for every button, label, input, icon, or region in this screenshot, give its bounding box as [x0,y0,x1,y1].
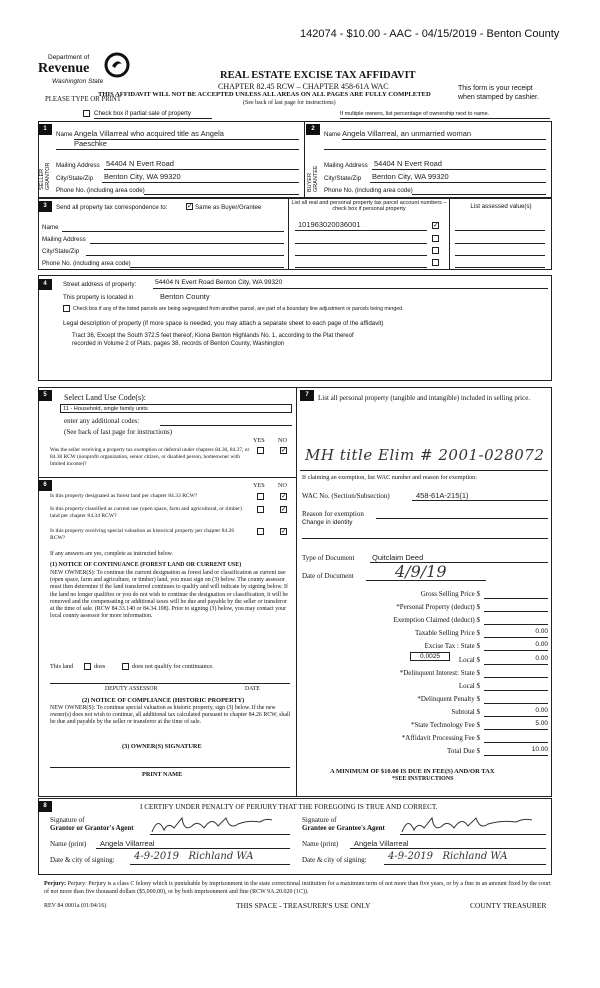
grantee-name[interactable]: Angela Villarreal [354,839,409,848]
parcel-number-1[interactable]: 101963020036001 [298,220,361,229]
land-use-see-back: (See back of last page for instructions) [64,428,173,436]
section-7-num: 7 [300,390,314,401]
seller-city-label: City/State/Zip [56,175,94,182]
section-1-num: 1 [38,124,52,135]
fee-row-label: Gross Selling Price $ [420,590,480,598]
parcel-header: List all real and personal property tax parcel account numbers – check box if personal property [291,200,447,213]
segregated-label: Check box if any of the listed parcels are being segregated from another parcel, are part of a boundary line adjustment or parcels being merged. [73,306,404,312]
fee-row-value[interactable] [484,589,548,599]
grantor-name-label: Name (print) [50,840,87,848]
doc-date-label: Date of Document [302,572,354,580]
notice-continuance-body: NEW OWNER(S): To continue the current designation as forest land or classification as current use (open space, farm and agriculture, or timber) land, you must sign on (3) below. The county assessor must then determine if the land transferred continues to qualify and will indicate by signing below. If the land no longer qualifies or you do not wish to continue the designation or classification, it will be removed and the compensating or additional taxes will be due and payable by the seller or transferor at the time of sale. (RCW 84.33.140 or 84.34.108). Prior to signing (3) below, you may contact your local county assessor for more information. [50,570,289,620]
land-use-label: Select Land Use Code(s): [64,393,146,402]
current-use-question: Is this property classified as current use (open space, farm and agricultural, or timber) land per chapter 84.34 RCW? [50,506,242,519]
additional-codes-label: enter any additional codes: [64,417,140,425]
doc-type-label: Type of Document [302,554,355,562]
grantor-sig-label-1: Signature of [50,816,85,824]
buyer-city[interactable]: Benton City, WA 99320 [372,172,449,181]
sec6-yes-header: YES [253,482,265,489]
parcel-4-personal-checkbox[interactable] [432,259,439,266]
notice-compliance-body: NEW OWNER(S): To continue special valuation as historic property, sign (3) below. If the new owner(s) does not wish to continue, all additional tax calculated pursuant to chapter 84.26 RCW, shall be due and payable by the seller or transferor at the time of sale. [50,705,291,726]
seller-name[interactable]: Angela Villarreal who acquired title as Angela [74,129,224,138]
dor-swirl-icon [104,52,130,78]
deputy-assessor-label: DEPUTY ASSESSOR [105,686,158,692]
fee-row-value[interactable]: 0.00 [484,707,548,717]
grantee-signature[interactable] [398,812,538,836]
fee-row-label: Total Due $ [447,747,480,756]
section-4-num: 4 [38,279,52,290]
exemption-yes-checkbox[interactable] [257,447,264,454]
buyer-side-label: BUYER GRANTEE [307,165,319,192]
seller-mailing[interactable]: 54404 N Evert Road [106,159,174,168]
grantor-signature[interactable] [148,812,278,836]
fee-row-label: *Delinquent Interest: State $ [399,668,480,677]
land-use-select[interactable]: 11 - Household, single family units [60,404,292,413]
forest-land-question: Is this property designated as forest land per chapter 84.33 RCW? [50,493,198,499]
perjury-notice: Perjury: Perjury: Perjury is a class C felony which is punishable by imprisonment in the state correctional institution for a maximum term of not more than five years, or by a fine in an amount fixed by the court of not more than five thousand dollars ($5,000.00), or by both imprisonment and fine (RCW 9A.20.020 (1C)). [44,881,551,895]
sec5-no-header: NO [278,437,287,444]
see-instructions: *SEE INSTRUCTIONS [392,776,454,782]
does-qualify-checkbox[interactable] [84,663,91,670]
fee-row-label: Taxable Selling Price $ [414,629,480,638]
legal-line-1: Tract 36, Except the South 372.5 feet thereof, Kiona Benton Highlands No. 1, according to the Plat thereof [72,333,354,339]
seller-name-label: Name [56,131,73,138]
partial-sale-label: Check box if partial sale of property [94,110,191,117]
located-county[interactable]: Benton County [160,292,210,301]
seller-city[interactable]: Benton City, WA 99320 [104,172,181,181]
fee-row-value[interactable] [484,694,548,704]
buyer-name-label: Name [324,131,341,138]
corr-mailing-label: Mailing Address [42,236,86,243]
forest-no-checkbox[interactable]: ✓ [281,492,287,500]
grantor-date-city[interactable]: 4-9-2019 Richland WA [134,851,254,862]
print-name-label: PRINT NAME [142,771,183,778]
if-any-yes: If any answers are yes, complete as instructed below. [50,551,173,557]
see-back-note: (See back of last page for instructions) [243,100,336,106]
does-not-qualify-checkbox[interactable] [122,663,129,670]
fee-row-label: Exemption Claimed (deduct) $ [393,616,480,625]
section-4 [38,275,552,381]
section-2-num: 2 [306,124,320,135]
grantor-name[interactable]: Angela Villarreal [100,839,155,848]
section-8-num: 8 [38,801,52,812]
fee-row-label: Local $ [458,655,480,664]
grantee-date-label: Date & city of signing: [302,856,367,864]
forest-yes-checkbox[interactable] [257,493,264,500]
send-correspondence-label: Send all property tax correspondence to: [56,204,168,211]
fee-row-value[interactable] [484,615,548,625]
assessed-header: List assessed value(s) [470,203,532,210]
current-use-yes-checkbox[interactable] [257,506,264,513]
fee-row-value[interactable] [484,733,548,743]
buyer-mailing-label: Mailing Address [324,162,368,169]
does-not-label: does not qualify for continuance. [132,663,214,670]
located-label: This property is located in [63,294,134,301]
fee-row-value[interactable]: 10.00 [484,746,548,756]
partial-sale-checkbox[interactable] [83,110,90,117]
fee-row-value[interactable]: 0.00 [484,655,548,665]
receipt-note-1: This form is your receipt [458,85,533,92]
section-3-num: 3 [38,201,52,212]
exemption-question: Was the seller receiving a property tax exemption or deferral under chapters 84.36, 84.37, or 84.38 RCW (nonprofit organization, senior citizen, or disabled person, homeowner with limited income)? [50,447,250,467]
dor-logo [38,52,138,92]
same-as-buyer-checkbox[interactable]: ✓ [187,202,193,210]
historic-yes-checkbox[interactable] [257,528,264,535]
legal-line-2: recorded in Volume 2 of Plats, pages 38, records of Benton County, Washington [72,341,285,347]
segregated-checkbox[interactable] [63,305,70,312]
corr-city-label: City/State/Zip [42,248,80,255]
please-type: PLEASE TYPE OR PRINT [45,96,121,103]
exemption-no-checkbox[interactable]: ✓ [281,446,287,454]
fee-row-label: *Affidavit Processing Fee $ [401,734,480,743]
exemption-hint: If claiming an exemption, list WAC number and reason for exemption: [302,474,477,481]
wac-number[interactable]: 458-61A-215(1) [416,491,469,500]
buyer-name[interactable]: Angela Villarreal, an unmarried woman [342,129,472,138]
parcel-3-personal-checkbox[interactable] [432,247,439,254]
fee-row-label: *State Technology Fee $ [410,721,480,729]
fee-row-label: Local $ [458,681,480,690]
form-title: REAL ESTATE EXCISE TAX AFFIDAVIT [220,70,416,81]
owner-signature-label: (3) OWNER(S) SIGNATURE [122,743,202,750]
treasurer-use-only: THIS SPACE - TREASURER'S USE ONLY [236,901,371,910]
minimum-due: A MINIMUM OF $10.00 IS DUE IN FEE(S) AND/OR TAX [330,768,495,775]
form-revision: REV 84 0001a (01/04/16) [44,903,107,909]
section-5-num: 5 [38,390,52,401]
county-treasurer: COUNTY TREASURER [470,901,547,910]
current-use-no-checkbox[interactable]: ✓ [281,505,287,513]
receipt-note-2: when stamped by cashier. [458,94,539,101]
legal-label: Legal description of property (if more space is needed, you may attach a separate sheet to each page of the affidavit) [63,320,384,327]
fee-row-value[interactable]: 0.00 [484,628,548,638]
this-land-label: This land [50,663,74,670]
seller-side-label: SELLER GRANTOR [39,162,51,190]
certify-statement: I CERTIFY UNDER PENALTY OF PERJURY THAT THE FOREGOING IS TRUE AND CORRECT. [140,803,438,811]
fee-row-value[interactable] [484,668,548,678]
grantee-sig-label-1: Signature of [302,816,337,824]
perjury-text: Perjury: Perjury is a class C felony which is punishable by imprisonment in the state correctional institution for a maximum term of not more than five years, or by a fine in an amount fixed by the court of not more than five thousand dollars ($5,000.00), or by both imprisonment and fine (RCW 9A.20.020 (1C)). [44,881,551,895]
seller-name-cont[interactable]: Paeschke [74,139,107,148]
same-as-buyer-label: Same as Buyer/Grantee [195,204,262,211]
assessor-date-label: DATE [245,686,260,692]
buyer-mailing[interactable]: 54404 N Evert Road [374,159,442,168]
street-address-label: Street address of property: [63,281,137,288]
notice-continuance-title: (1) NOTICE OF CONTINUANCE (FOREST LAND OR CURRENT USE) [50,562,242,568]
does-label: does [94,663,106,670]
fee-row-value[interactable]: 5.00 [484,720,548,730]
seller-mailing-label: Mailing Address [56,162,100,169]
parcel-1-personal-checkbox[interactable]: ✓ [433,221,439,229]
fee-row-label: Excise Tax : State $ [424,642,480,651]
recording-stamp: 142074 - $10.00 - AAC - 04/15/2019 - Benton County [300,28,560,40]
street-address[interactable]: 54404 N Evert Road Benton City, WA 99320 [155,279,283,286]
grantor-sig-label-2: Grantor or Grantor's Agent [50,824,134,832]
dept-line: Department of [48,54,90,61]
doc-date[interactable]: 4/9/19 [395,562,447,581]
form-subtitle: CHAPTER 82.45 RCW – CHAPTER 458-61A WAC [218,82,389,91]
grantee-name-label: Name (print) [302,840,339,848]
fee-row-label: Subtotal $ [451,707,480,716]
fee-row-value[interactable] [484,602,548,612]
local-rate[interactable]: 0.0025 [410,652,450,661]
reason-text[interactable]: Change in identity [302,519,353,526]
buyer-city-label: City/State/Zip [324,175,362,182]
personal-property-handwritten[interactable]: MH title Elim # 2001-028072 [305,446,545,464]
grantor-date-label: Date & city of signing: [50,856,115,864]
fee-row-label: *Personal Property (deduct) $ [396,603,480,612]
section-6-num: 6 [38,480,52,491]
fee-row-value[interactable] [484,681,548,691]
personal-property-label: List all personal property (tangible and intangible) included in selling price. [318,394,531,402]
buyer-phone-label: Phone No. (including area code) [324,187,413,194]
dept-name: Revenue [38,61,90,76]
corr-name-label: Name [42,224,59,231]
fee-row-label: *Delinquent Penalty $ [417,694,480,703]
doc-type[interactable]: Quitclaim Deed [372,553,424,562]
sec5-yes-header: YES [253,437,265,444]
multiple-owners-note: If multiple owners, list percentage of ownership next to name. [340,111,490,117]
dept-state: Washington State [52,78,104,85]
seller-phone-label: Phone No. (including area code) [56,187,145,194]
historic-question: Is this property receiving special valuation as historical property per chapter 84.26 RCW? [50,528,235,541]
notice-compliance-title: (2) NOTICE OF COMPLIANCE (HISTORIC PROPERTY) [82,697,245,704]
sec6-no-header: NO [278,482,287,489]
historic-no-checkbox[interactable]: ✓ [281,527,287,535]
reason-label: Reason for exemption [302,510,364,518]
grantee-date-city[interactable]: 4-9-2019 Richland WA [388,851,508,862]
parcel-2-personal-checkbox[interactable] [432,235,439,242]
grantee-sig-label-2: Grantee or Grantee's Agent [302,824,385,832]
wac-label: WAC No. (Section/Subsection) [302,492,390,500]
corr-phone-label: Phone No. (including area code) [42,260,131,267]
fee-row-value[interactable]: 0.00 [484,641,548,651]
not-accepted-notice: THIS AFFIDAVIT WILL NOT BE ACCEPTED UNLESS ALL AREAS ON ALL PAGES ARE FULLY COMPLETED [98,91,431,98]
